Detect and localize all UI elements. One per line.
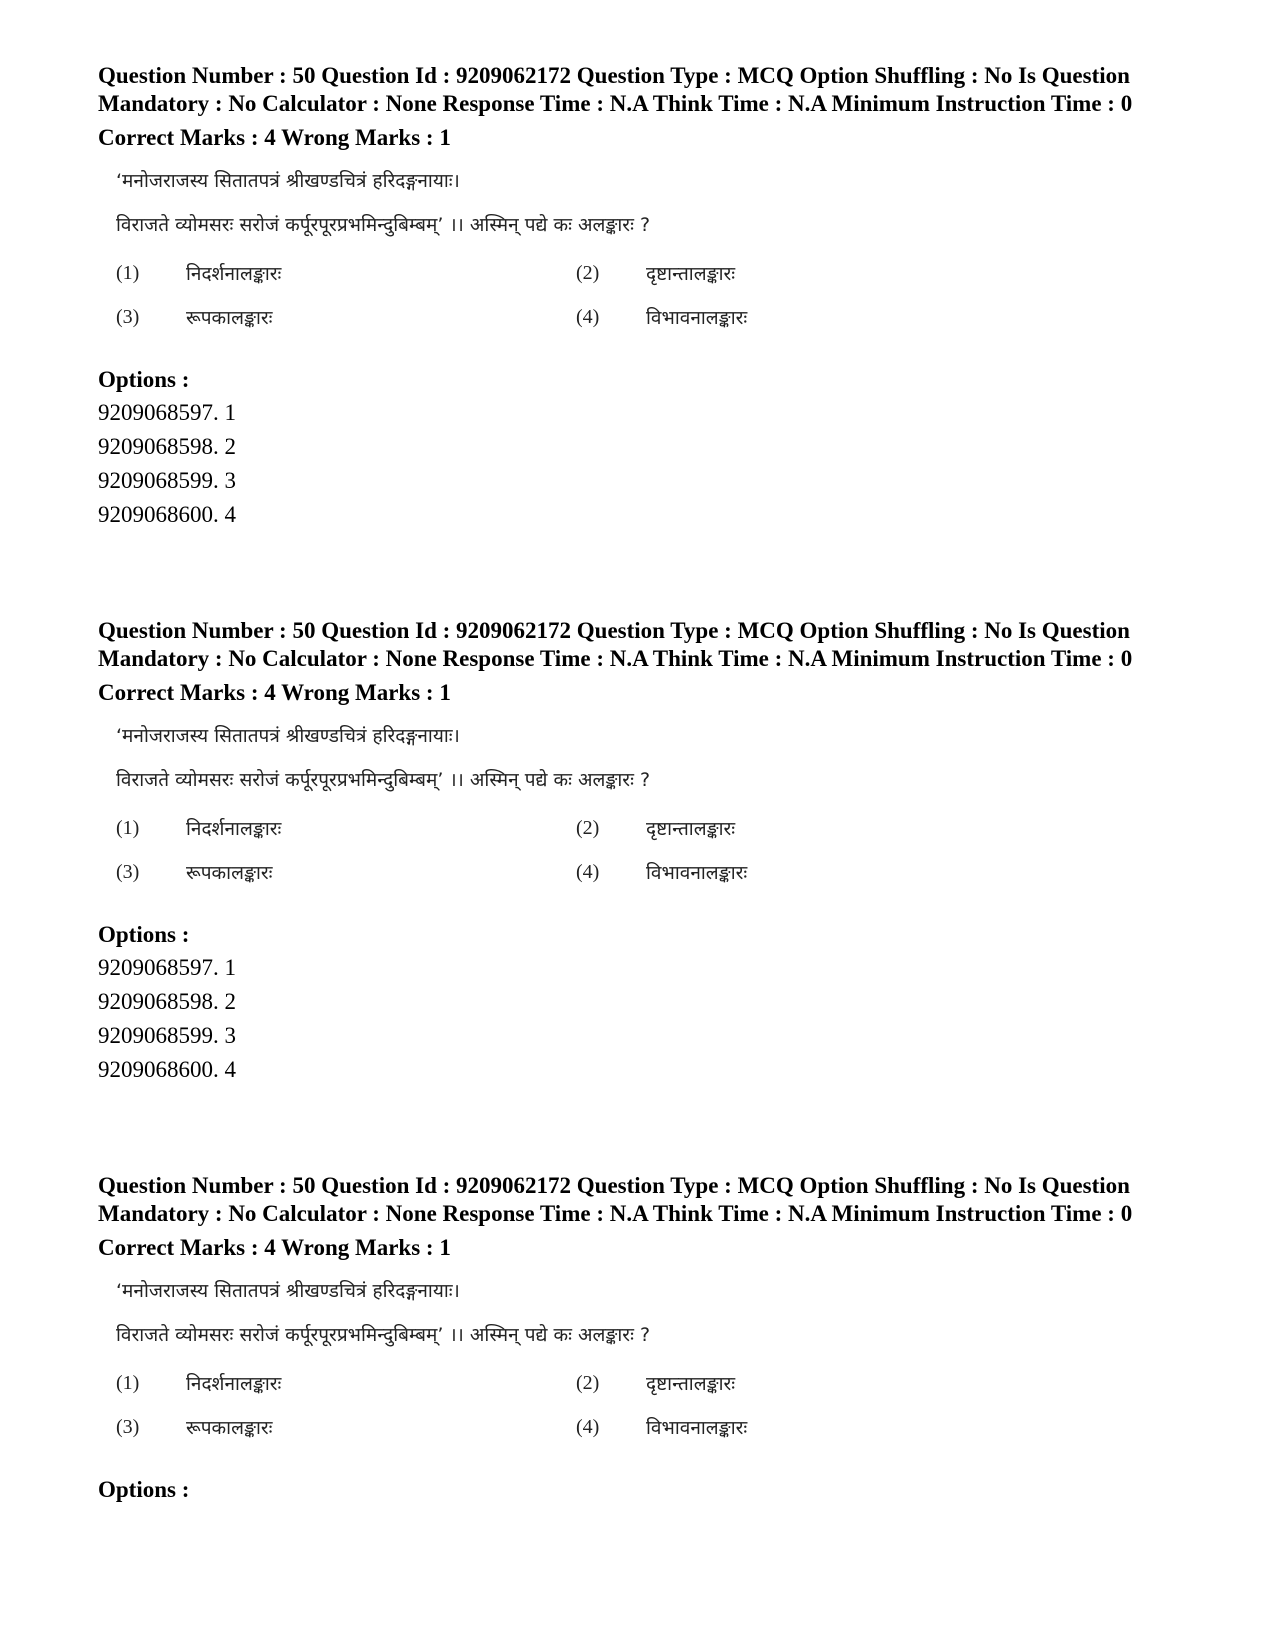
choice-item [116,1370,576,1396]
choice-number: (4) [576,1415,600,1438]
choice-number: (2) [576,261,600,284]
choice-text: रूपकालङ्कारः [186,307,273,329]
choice-item [576,1370,996,1396]
choice-number: (1) [116,1371,140,1394]
question-block [98,1172,1178,1504]
choice-number: (3) [116,860,140,883]
choice-number: (2) [576,816,600,839]
choice-number: (4) [576,860,600,883]
option-row: 9209068598. 2 [98,434,236,459]
choice-item [576,815,996,841]
option-row: 9209068599. 3 [98,468,236,493]
question-text-line: ‘मनोजराजस्य सितातपत्रं श्रीखण्डचित्रं हरिदङ्गनायाः। [116,170,460,192]
marks-line: Correct Marks : 4 Wrong Marks : 1 [98,680,451,705]
question-text-line: विराजते व्योमसरः सरोजं कर्पूरपूरप्रभमिन्दुबिम्बम्’ ।। अस्मिन् पद्ये कः अलङ्कारः ? [116,769,651,791]
question-body [116,723,1178,885]
choice-text: विभावनालङ्कारः [646,1417,748,1439]
question-body [116,168,1178,330]
choice-number: (2) [576,1371,600,1394]
choice-number: (1) [116,261,140,284]
choice-text: विभावनालङ्कारः [646,862,748,884]
choice-text: दृष्टान्तालङ्कारः [646,818,736,840]
choice-text: विभावनालङ्कारः [646,307,748,329]
question-text-line: विराजते व्योमसरः सरोजं कर्पूरपूरप्रभमिन्दुबिम्बम्’ ।। अस्मिन् पद्ये कः अलङ्कारः ? [116,1324,651,1346]
choice-number: (3) [116,305,140,328]
choice-text: निदर्शनालङ्कारः [186,263,282,285]
options-list [98,951,1178,1087]
question-text-line: विराजते व्योमसरः सरोजं कर्पूरपूरप्रभमिन्दुबिम्बम्’ ।। अस्मिन् पद्ये कः अलङ्कारः ? [116,214,651,236]
choice-item [116,815,576,841]
choice-text: रूपकालङ्कारः [186,862,273,884]
choice-grid [116,260,1178,330]
choice-item [576,260,996,286]
option-row: 9209068597. 1 [98,400,236,425]
option-row: 9209068598. 2 [98,989,236,1014]
choice-number: (1) [116,816,140,839]
option-row: 9209068600. 4 [98,1057,236,1082]
choice-number: (4) [576,305,600,328]
question-text-line: ‘मनोजराजस्य सितातपत्रं श्रीखण्डचित्रं हरिदङ्गनायाः। [116,725,460,747]
question-body [116,1278,1178,1440]
option-row: 9209068600. 4 [98,502,236,527]
choice-item [116,260,576,286]
question-header: Question Number : 50 Question Id : 9209062172 Question Type : MCQ Option Shuffling : No Is Question Mandatory : No Calculator : None Response Time : N.A Think Time : N.A Minimum Instruction Time : 0 [98,63,1133,116]
options-title: Options : [98,367,190,392]
question-block [98,617,1178,1087]
choice-number: (3) [116,1415,140,1438]
question-header: Question Number : 50 Question Id : 9209062172 Question Type : MCQ Option Shuffling : No Is Question Mandatory : No Calculator : None Response Time : N.A Think Time : N.A Minimum Instruction Time : 0 [98,618,1133,671]
options-list [98,396,1178,532]
choice-grid [116,1370,1178,1440]
question-header: Question Number : 50 Question Id : 9209062172 Question Type : MCQ Option Shuffling : No Is Question Mandatory : No Calculator : None Response Time : N.A Think Time : N.A Minimum Instruction Time : 0 [98,1173,1133,1226]
choice-item [116,1414,576,1440]
choice-item [576,304,996,330]
question-text-line: ‘मनोजराजस्य सितातपत्रं श्रीखण्डचित्रं हरिदङ्गनायाः। [116,1280,460,1302]
choice-text: रूपकालङ्कारः [186,1417,273,1439]
choice-text: दृष्टान्तालङ्कारः [646,263,736,285]
choice-item [116,304,576,330]
choice-text: निदर्शनालङ्कारः [186,818,282,840]
choice-text: दृष्टान्तालङ्कारः [646,1373,736,1395]
choice-item [116,859,576,885]
choice-item [576,859,996,885]
marks-line: Correct Marks : 4 Wrong Marks : 1 [98,1235,451,1260]
question-block [98,62,1178,532]
option-row: 9209068597. 1 [98,955,236,980]
option-row: 9209068599. 3 [98,1023,236,1048]
marks-line: Correct Marks : 4 Wrong Marks : 1 [98,125,451,150]
options-title: Options : [98,922,190,947]
choice-grid [116,815,1178,885]
choice-text: निदर्शनालङ्कारः [186,1373,282,1395]
choice-item [576,1414,996,1440]
options-title: Options : [98,1477,190,1502]
